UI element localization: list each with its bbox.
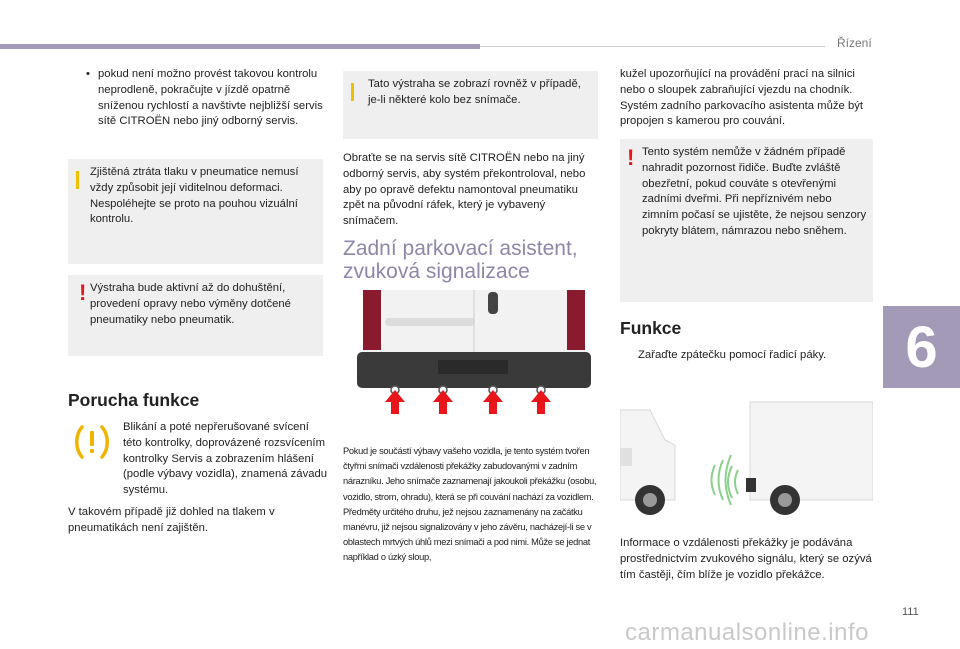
section-header-title: Řízení <box>837 36 872 50</box>
funkce-heading: Funkce <box>620 318 682 338</box>
info-box <box>68 159 323 264</box>
bullet-dot-icon: • <box>86 68 90 80</box>
bullet-item <box>86 67 326 130</box>
tire-pressure-warning-icon <box>73 423 111 461</box>
column3-intro-text: kužel upozorňující na provádění prací na silnici nebo o sloupek zabraňující vjezdu na chodník. Systém zadního parkovacího asistenta může být propojen s kamerou pro couvání. <box>620 68 864 128</box>
info-marker-icon <box>351 83 354 101</box>
section-title: Zadní parkovací asistent, zvuková signalizace <box>343 237 578 283</box>
rear-bumper-sensors-illustration <box>343 290 605 430</box>
header-accent-bar <box>0 44 480 49</box>
illustration-caption: Pokud je součástí výbavy vašeho vozidla, je tento systém tvořen čtyřmi snímači vzdálenosti překážky zabudovanými v zadním nárazníku. Jeho snímače zaznamenají jakoukoli překážku (osobu, vozidlo, strom, ohradu), která se při couvání nachází za vozidlem. Předměty určitého druhu, jež nejsou zaznamenány na začátku manévru, již nejsou signalizovány v jeho závěru, nacházejí-li se v oblastech mrtvých úhlů mezi snímači a pod nimi. Může se jednat například o úzký sloup, <box>343 446 597 563</box>
info-box-sensor-text: Tato výstraha se zobrazí rovněž v případě, je-li některé kolo bez snímače. <box>368 78 581 106</box>
watermark: carmanualsonline.info <box>625 619 869 646</box>
warning-exclamation-icon: ! <box>79 280 87 305</box>
info-marker-icon <box>76 171 79 189</box>
page-number: 111 <box>902 606 919 618</box>
header-divider <box>480 46 825 47</box>
warning-box-driver <box>620 139 873 302</box>
info-box-text: Zjištěná ztráta tlaku v pneumatice nemusí vždy způsobit její viditelnou deformaci. Nespoléhejte se proto na pouhou vizuální kontrolu. <box>90 166 299 226</box>
fault-text: Blikání a poté nepřerušované svícení této kontrolky, doprovázené rozsvícením kontrolky Servis a zobrazením hlášení (podle výbavy vozidla), znamená závadu systému. <box>123 421 328 497</box>
fault-heading: Porucha funkce <box>68 390 200 410</box>
warning-box-text: Výstraha bude aktivní až do dohuštění, provedení opravy nebo výměny dotčené pneumatiky nebo pneumatik. <box>90 282 291 326</box>
step-text: Zařaďte zpátečku pomocí řadicí páky. <box>638 349 827 361</box>
service-text: Obraťte se na servis sítě CITROËN nebo na jiný odborný servis, aby systém překontroloval, nebo aby po opravě defektu namontoval pneumatiku zpět na původní ráfek, který je vybavený snímačem. <box>343 152 586 228</box>
warning-exclamation-icon: ! <box>627 145 635 170</box>
info-box-sensor <box>343 71 598 139</box>
chapter-number-tab: 6 <box>883 306 960 388</box>
reversing-van-illustration <box>620 400 873 528</box>
column3-bottom-text: Informace o vzdálenosti překážky je podávána prostřednictvím zvukového signálu, který se ozývá tím častěji, čím blíže je vozidlo překážce. <box>620 537 872 581</box>
fault-note: V takovém případě již dohled na tlakem v pneumatikách není zajištěn. <box>68 506 275 534</box>
warning-box <box>68 275 323 356</box>
bullet-text: pokud není možno provést takovou kontrolu neprodleně, pokračujte v jízdě opatrně sníženou rychlostí a navštivte nejbližší servis sítě CITROËN nebo jiný odborný servis. <box>98 68 323 128</box>
warning-box-driver-text: Tento systém nemůže v žádném případě nahradit pozornost řidiče. Buďte zvláště obezřetní, pokud couváte s otevřenými zadními dveřmi. Při nepříznivém nebo zimním počasí se ujistěte, že nejsou senzory pokryty blátem, námrazou nebo sněhem. <box>642 146 867 237</box>
